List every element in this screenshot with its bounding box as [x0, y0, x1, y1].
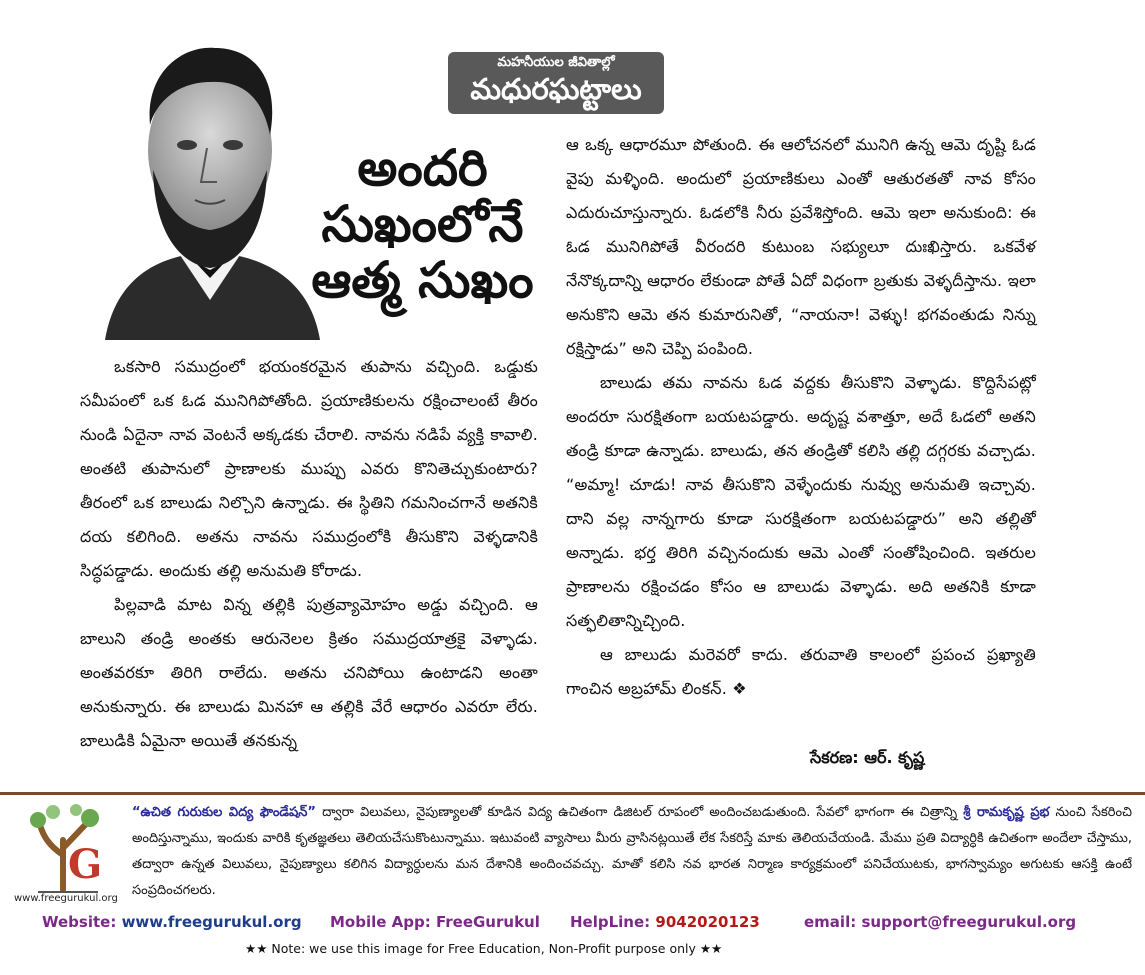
helpline-label: HelpLine: — [570, 913, 651, 931]
series-banner — [448, 52, 664, 114]
app-link[interactable]: FreeGurukul — [435, 913, 540, 931]
article-right-column — [566, 128, 1036, 706]
foundation-statement — [132, 800, 1132, 904]
usage-note: ★★ Note: we use this image for Free Education, Non-Profit purpose only ★★ — [245, 941, 723, 956]
email-label: email: — [804, 913, 857, 931]
title-line-3: ఆత్మ సుఖం — [311, 250, 534, 309]
paragraph: ఆ ఒక్క ఆధారమూ పోతుంది. ఈ ఆలోచనలో మునిగి ఉన్న ఆమె దృష్టి ఓడ వైపు మళ్ళింది. అందులో ప్రయాణికులు ఎంతో ఆతురతతో నావ కోసం ఎదురుచూస్తున్నారు. ఓడలోకి నీరు ప్రవేశిస్తోంది. ఆమె ఇలా అనుకుంది: ఈ ఓడ మునిగిపోతే వీరందరి కుటుంబ సభ్యులూ దుఃఖిస్తారు. ఒకవేళ నేనొక్కదాన్ని ఆధారం లేకుండా పోతే ఏదో విధంగా బ్రతుకు వెళ్ళదీస్తాను. ఇలా అనుకొని ఆమె తన కుమారునితో, “నాయనా! వెళ్ళు! భగవంతుడు నిన్ను రక్షిస్తాడు” అని చెప్పి పంపింది. — [566, 135, 1036, 358]
foundation-name: “ఉచిత గురుకుల విద్య ఫౌండేషన్” — [132, 805, 316, 820]
website-info — [42, 913, 302, 931]
article-credit: సేకరణ: ఆర్. కృష్ణ — [810, 748, 925, 767]
app-info — [330, 913, 540, 931]
paragraph: బాలుడు తమ నావను ఓడ వద్దకు తీసుకొని వెళ్ళాడు. కొద్దిసేపట్లో అందరూ సురక్షితంగా బయటపడ్డారు. అదృష్ట వశాత్తూ, అదే ఓడలో అతని తండ్రి కూడా ఉన్నాడు. బాలుడు, తన తండ్రితో కలిసి తల్లి దగ్గరకు వచ్చాడు. “అమ్మా! చూడు! నావ తీసుకొని వెళ్ళేందుకు నువ్వు అనుమతి ఇచ్చావు. దాని వల్ల నాన్నగారు కూడా సురక్షితంగా బయటపడ్డారు” అని తల్లితో అన్నాడు. భర్త తిరిగి వచ్చినందుకు ఆమె ఎంతో సంతోషించింది. ఇతరుల ప్రాణాలను రక్షించడం కోసం ఆ బాలుడు వెళ్ళాడు. అది అతనికి కూడా సత్ఫలితాన్నిచ్చింది. — [566, 373, 1036, 630]
logo-caption: www.freegurukul.org — [14, 893, 118, 904]
foundation-text-1: ద్వారా విలువలు, నైపుణ్యాలతో కూడిన విద్య ఉచితంగా డిజిటల్ రూపంలో అందించబడుతుంది. సేవలో భాగంగా ఈ చిత్రాన్ని — [315, 805, 964, 820]
app-label: Mobile App: — [330, 913, 431, 931]
foundation-text-2: నుంచి సేకరించి అందిస్తున్నాము, ఇందుకు వారికి కృతజ్ఞతలు తెలియచేసుకొంటున్నాము. ఇటువంటి వ్యాసాలు మీరు వ్రాసినట్లయితే లేక సేకరిస్తే మాకు తెలియచేయండి. మేము ప్రతి విద్యార్ధికి ఉచితంగా అందేలా చేస్తాము, తద్వారా ఉన్నత విలువలు, నైపుణ్యాలు కలిగిన విద్యార్ధులను మన దేశానికి అందించవచ్చు. మాతో కలిసి నవ భారత నిర్మాణ కార్యక్రమంలో పనిచేయుటకు, భాగస్వామ్యం అగుటకు ఆసక్తి ఉంటే సంప్రదించగలరు. — [132, 805, 1133, 898]
paragraph: ఆ బాలుడు మరెవరో కాదు. తరువాతి కాలంలో ప్రపంచ ప్రఖ్యాతి గాంచిన అబ్రహామ్ లింకన్. ❖ — [566, 645, 1036, 698]
article-left-column — [80, 350, 538, 758]
paragraph: ఒకసారి సముద్రంలో భయంకరమైన తుపాను వచ్చింది. ఒడ్డుకు సమీపంలో ఒక ఓడ మునిగిపోతోంది. ప్రయాణికులను రక్షించాలంటే తీరం నుండి ఏదైనా నావ వెంటనే అక్కడకు చేరాలి. నావను నడిపే వ్యక్తి కావాలి. అంతటి తుపానులో ప్రాణాలకు ముప్పు ఎవరు కొనితెచ్చుకుంటారు? తీరంలో ఒక బాలుడు నిల్చొని ఉన్నాడు. ఈ స్థితిని గమనించగానే అతనికి దయ కలిగింది. అతను నావను సముద్రంలోకి తీసుకొని వెళ్ళడానికి సిద్ధపడ్డాడు. అందుకు తల్లి అనుమతి కోరాడు. — [80, 357, 538, 580]
paragraph: పిల్లవాడి మాట విన్న తల్లికి పుత్రవ్యామోహం అడ్డు వచ్చింది. ఆ బాలుని తండ్రి అంతకు ఆరునెలల క్రితం సముద్రయాత్రకై వెళ్ళాడు. అంతవరకూ తిరిగి రాలేదు. అతను చనిపోయి ఉంటాడని అంతా అనుకున్నారు. ఈ బాలుడు మినహా ఆ తల్లికి వేరే ఆధారం ఎవరూ లేరు. బాలుడికి ఏమైనా అయితే తనకున్న — [80, 595, 538, 750]
helpline-number[interactable]: 9042020123 — [655, 913, 760, 931]
article-title — [290, 140, 555, 308]
website-link[interactable]: www.freegurukul.org — [121, 913, 302, 931]
freegurukul-logo — [18, 800, 118, 908]
email-info — [804, 913, 1076, 931]
source-name: శ్రీ రామకృష్ణ ప్రభ — [963, 805, 1050, 820]
footer-divider — [0, 792, 1145, 795]
series-name: మధురఘట్టాలు — [470, 72, 642, 106]
svg-text:G: G — [68, 841, 103, 888]
website-label: Website: — [42, 913, 117, 931]
email-link[interactable]: support@freegurukul.org — [861, 913, 1077, 931]
helpline-info — [570, 913, 760, 931]
contact-bar — [42, 913, 1122, 935]
title-line-1: అందరి — [357, 138, 488, 197]
title-line-2: సుఖంలోనే — [321, 194, 524, 253]
series-subtitle: మహనీయుల జీవితాల్లో — [497, 55, 615, 70]
